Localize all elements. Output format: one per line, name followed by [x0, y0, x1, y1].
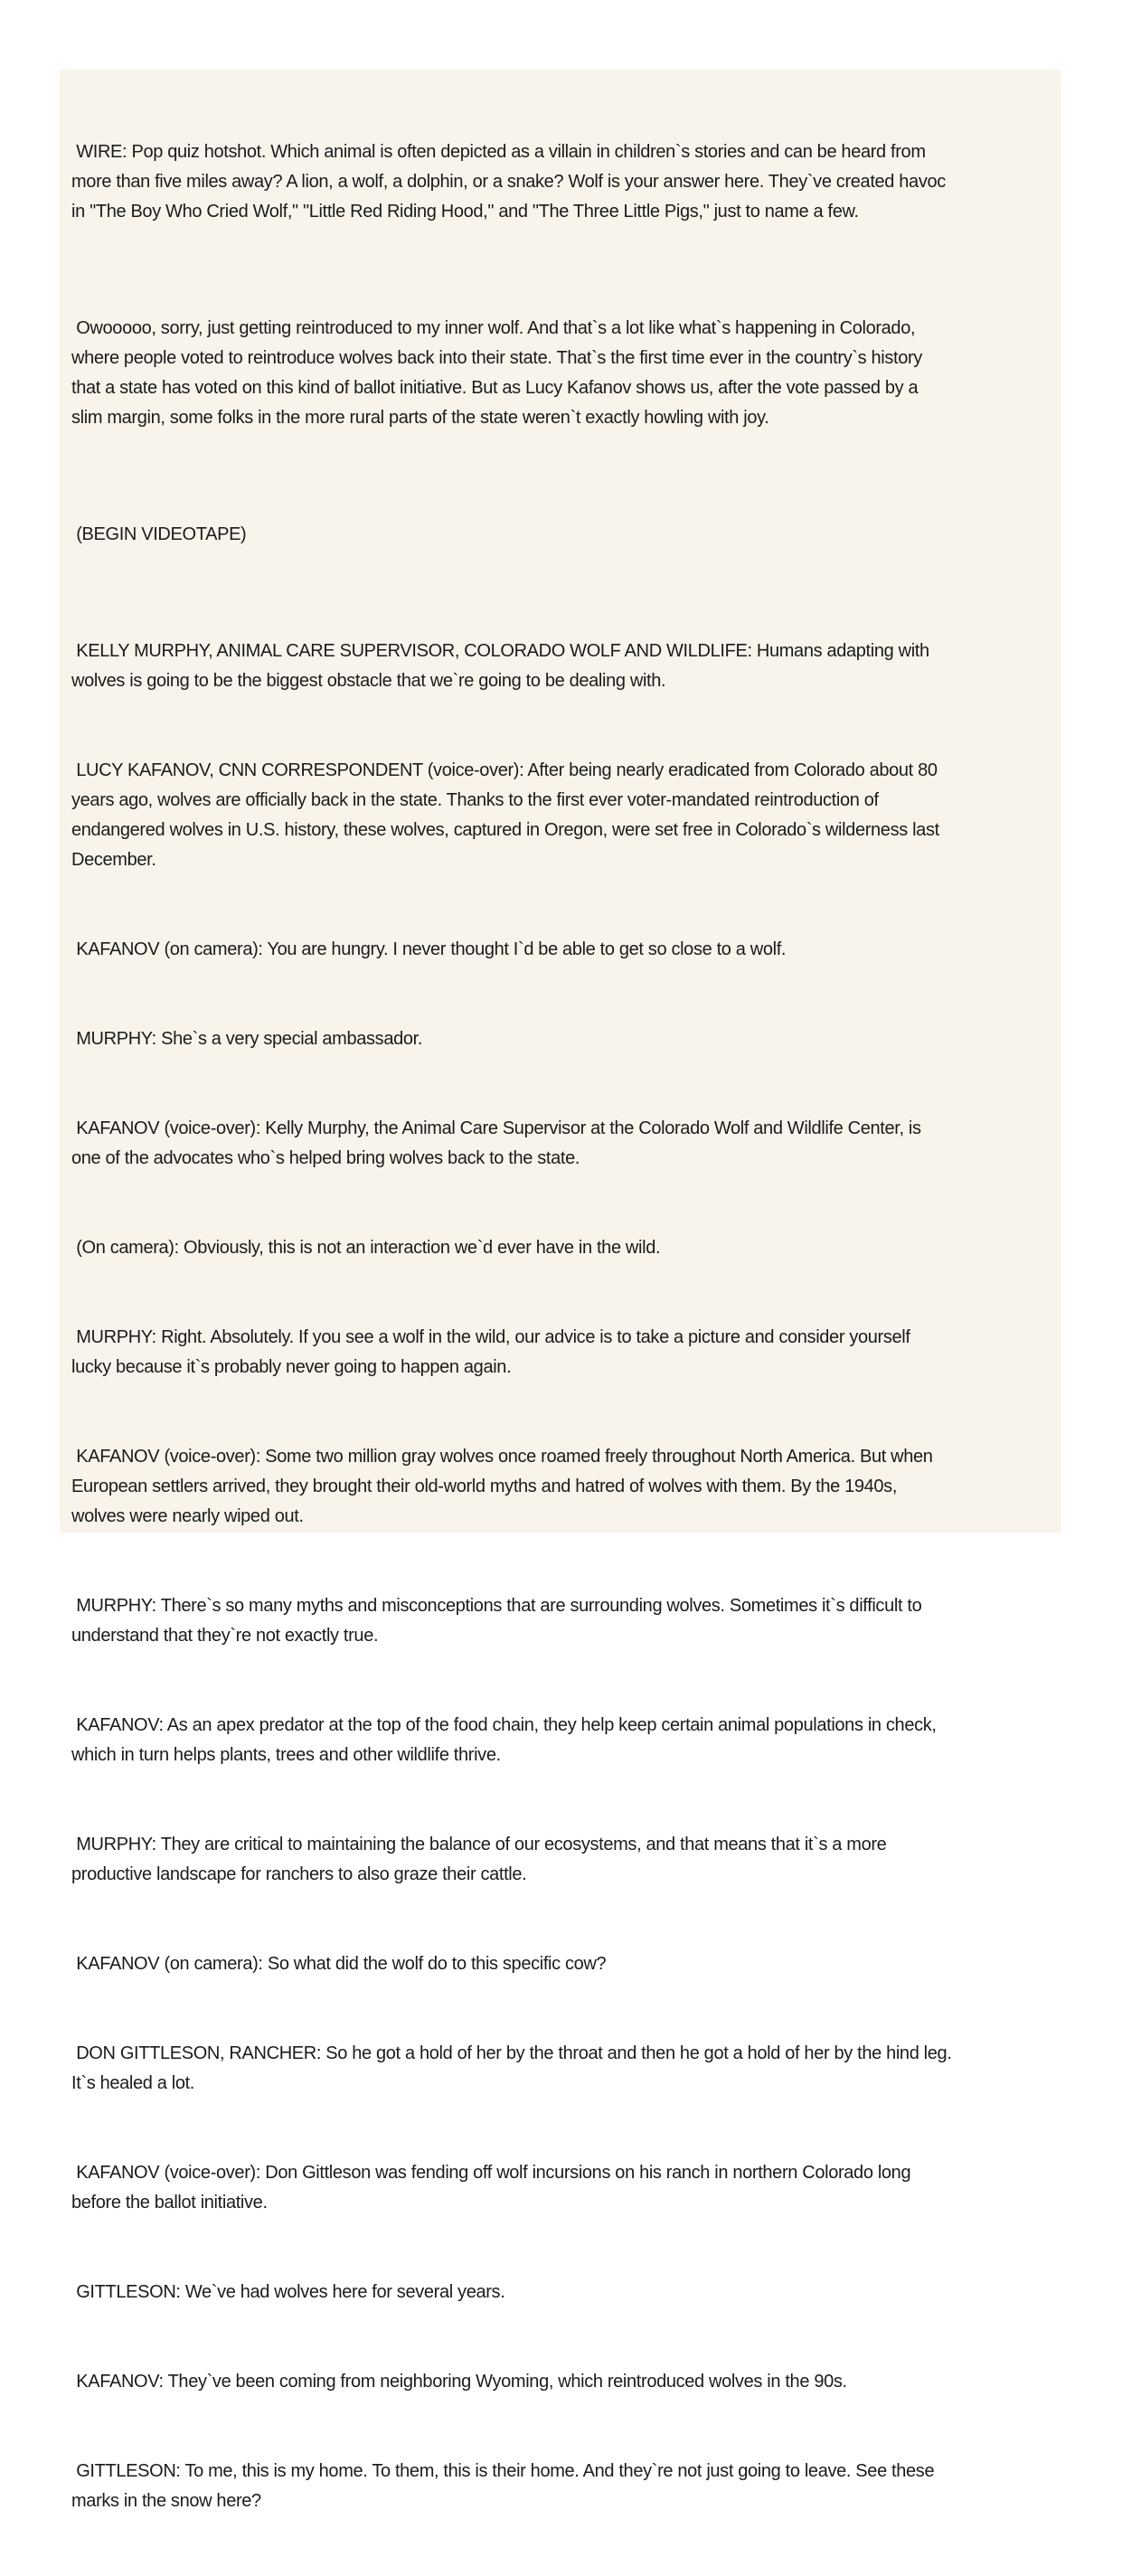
- transcript-paragraph: KAFANOV (voice-over): Kelly Murphy, the Animal Care Supervisor at the Colorado Wolf and Wildlife Center, is one of the advocates who`s helped bring wolves back to the state.: [71, 1118, 926, 1168]
- transcript-paragraph: GITTLESON: We`ve had wolves here for several years.: [71, 2282, 505, 2302]
- transcript-paragraph: MURPHY: She`s a very special ambassador.: [71, 1029, 423, 1049]
- transcript-paragraph: KAFANOV: They`ve been coming from neighboring Wyoming, which reintroduced wolves in the 90s.: [71, 2372, 847, 2392]
- transcript-paragraph: KAFANOV (on camera): You are hungry. I never thought I`d be able to get so close to a wolf.: [71, 939, 787, 959]
- transcript-paragraph: KAFANOV: As an apex predator at the top of the food chain, they help keep certain animal populations in check, which in turn helps plants, trees and other wildlife thrive.: [71, 1715, 941, 1765]
- transcript-paragraph: LUCY KAFANOV, CNN CORRESPONDENT (voice-over): After being nearly eradicated from Colorado about 80 years ago, wolves are officially back in the state. Thanks to the first ever voter-mandated reintroduction of endangered wolves in U.S. history, these wolves, captured in Oregon, were set free in Colorado`s wilderness last December.: [71, 760, 945, 870]
- transcript-paragraph: DON GITTLESON, RANCHER: So he got a hold of her by the throat and then he got a hold of her by the hind leg. It`s healed a lot.: [71, 2043, 957, 2093]
- transcript-paragraph: KAFANOV (voice-over): Don Gittleson was fending off wolf incursions on his ranch in northern Colorado long before the ballot initiative.: [71, 2163, 916, 2213]
- transcript-paragraph: MURPHY: Right. Absolutely. If you see a wolf in the wild, our advice is to take a picture and consider yourself lucky because it`s probably never going to happen again.: [71, 1327, 915, 1377]
- transcript-content: [71, 78, 957, 2576]
- transcript-paragraph: (On camera): Obviously, this is not an interaction we`d ever have in the wild.: [71, 1238, 661, 1258]
- transcript-paragraph: (BEGIN VIDEOTAPE): [71, 524, 247, 544]
- transcript-paragraph: KELLY MURPHY, ANIMAL CARE SUPERVISOR, COLORADO WOLF AND WILDLIFE: Humans adapting with wolves is going to be the biggest obstacle that we`re going to be dealing with.: [71, 641, 934, 691]
- transcript-paragraph: Owooooo, sorry, just getting reintroduced to my inner wolf. And that`s a lot like what`s happening in Colorado, where people voted to reintroduce wolves back into their state. That`s the first time ever in the country`s history that a state has voted on this kind of ballot initiative. But as Lucy Kafanov shows us, after the vote passed by a slim margin, some folks in the more rural parts of the state weren`t exactly howling with joy.: [71, 318, 928, 428]
- transcript-paragraph: MURPHY: They are critical to maintaining the balance of our ecosystems, and that means that it`s a more productive landscape for ranchers to also graze their cattle.: [71, 1835, 891, 1884]
- transcript-paragraph: KAFANOV (voice-over): Some two million gray wolves once roamed freely throughout North America. But when European settlers arrived, they brought their old-world myths and hatred of wolves with them. By the 1940s, wolves were nearly wiped out.: [71, 1447, 938, 1526]
- transcript-panel: [60, 70, 1061, 2511]
- transcript-paragraph: MURPHY: There`s so many myths and misconceptions that are surrounding wolves. Sometimes it`s difficult to understand that they`re not exactly true.: [71, 1596, 927, 1646]
- transcript-paragraph: KAFANOV (on camera): So what did the wolf do to this specific cow?: [71, 1954, 607, 1974]
- transcript-paragraph: GITTLESON: To me, this is my home. To them, this is their home. And they`re not just going to leave. See these marks in the snow here?: [71, 2461, 939, 2511]
- transcript-paragraph: WIRE: Pop quiz hotshot. Which animal is often depicted as a villain in children`s stories and can be heard from more than five miles away? A lion, a wolf, a dolphin, or a snake? Wolf is your answer here. They`ve created havoc in "The Boy Who Cried Wolf," "Little Red Riding Hood," and "The Three Little Pigs," just to name a few.: [71, 142, 951, 222]
